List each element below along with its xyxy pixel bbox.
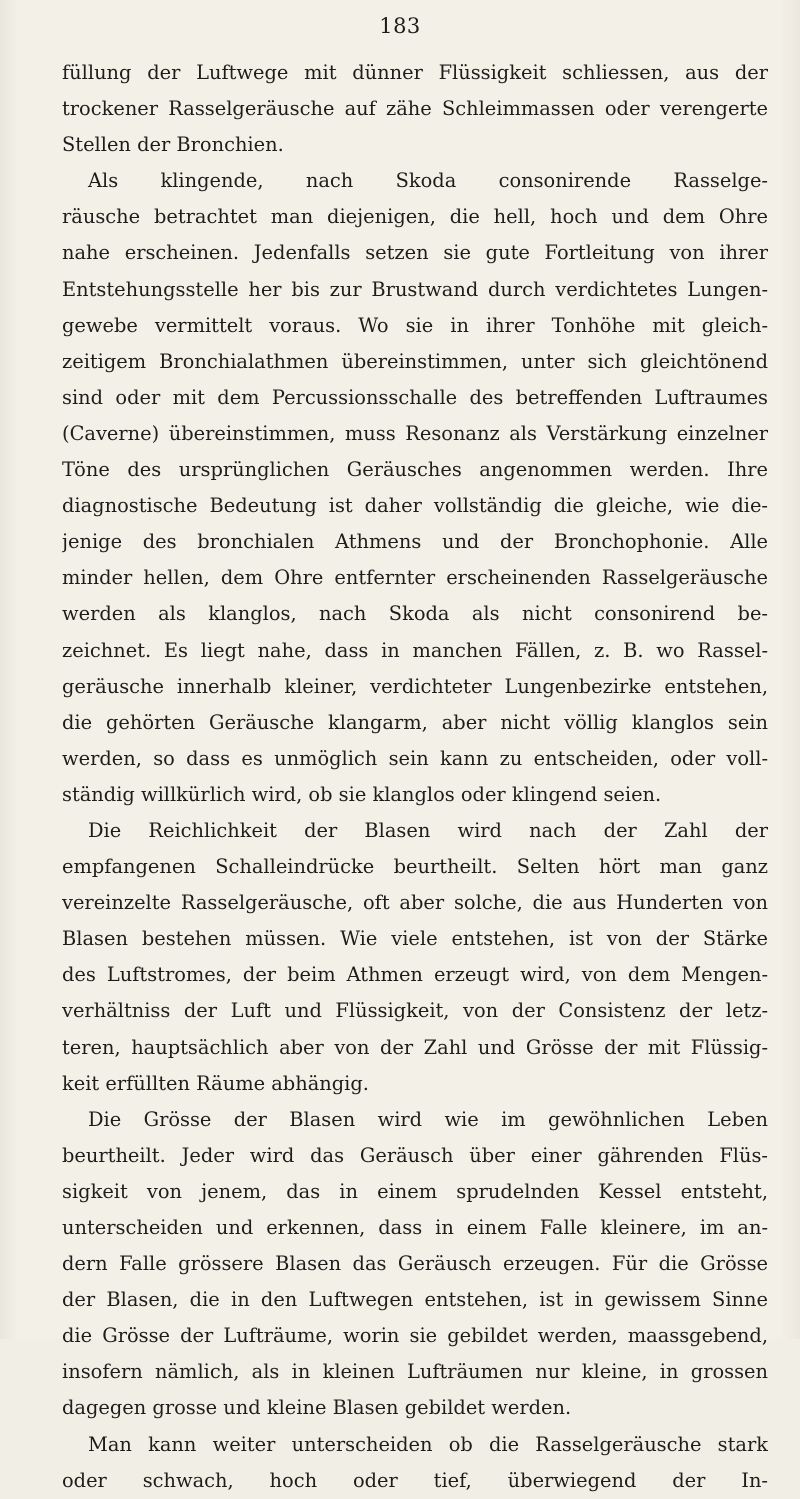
text-line: Entstehungsstelle her bis zur Brustwand durch verdichtetes Lungen-	[62, 277, 768, 301]
text-line: Die Grösse der Blasen wird wie im gewöhnlichen Leben	[88, 1107, 768, 1131]
text-line: minder hellen, dem Ohre entfernter erscheinenden Rasselgeräusche	[62, 566, 768, 590]
text-line: geräusche innerhalb kleiner, verdichteter Lungenbezirke entstehen,	[62, 674, 768, 698]
text-line: die Grösse der Lufträume, worin sie gebildet werden, maassgebend,	[62, 1324, 768, 1348]
text-line: gewebe vermittelt voraus. Wo sie in ihrer Tonhöhe mit gleich-	[62, 313, 768, 337]
text-line: keit erfüllten Räume abhängig.	[62, 1071, 369, 1095]
page-number: 183	[379, 14, 421, 38]
text-line: beurtheilt. Jeder wird das Geräusch über einer gährenden Flüs-	[62, 1143, 768, 1167]
text-line: Als klingende, nach Skoda consonirende Rasselge-	[88, 169, 768, 193]
text-line: werden als klanglos, nach Skoda als nicht consonirend be-	[62, 602, 768, 626]
text-line: zeichnet. Es liegt nahe, dass in manchen Fällen, z. B. wo Rassel-	[62, 638, 768, 662]
text-line: des Luftstromes, der beim Athmen erzeugt wird, von dem Mengen-	[62, 963, 768, 987]
text-line: zeitigem Bronchialathmen übereinstimmen, unter sich gleichtönend	[62, 349, 768, 373]
text-line: sind oder mit dem Percussionsschalle des betreffenden Luftraumes	[62, 385, 768, 409]
text-line: werden, so dass es unmöglich sein kann zu entscheiden, oder voll-	[62, 746, 768, 770]
text-line: nahe erscheinen. Jedenfalls setzen sie gute Fortleitung von ihrer	[62, 241, 768, 265]
text-line: Töne des ursprünglichen Geräusches angenommen werden. Ihre	[62, 458, 768, 482]
text-line: Stellen der Bronchien.	[62, 133, 284, 157]
text-line: diagnostische Bedeutung ist daher vollständig die gleiche, wie die-	[62, 494, 768, 518]
text-line: dern Falle grössere Blasen das Geräusch erzeugen. Für die Grösse	[62, 1252, 768, 1276]
text-line: insofern nämlich, als in kleinen Lufträumen nur kleine, in grossen	[62, 1360, 768, 1384]
text-line: vereinzelte Rasselgeräusche, oft aber solche, die aus Hunderten von	[62, 891, 768, 915]
text-line: (Caverne) übereinstimmen, muss Resonanz als Verstärkung einzelner	[62, 421, 768, 445]
text-line: ständig willkürlich wird, ob sie klanglos oder klingend seien.	[62, 782, 662, 806]
text-line: Die Reichlichkeit der Blasen wird nach der Zahl der	[88, 818, 768, 842]
text-line: dagegen grosse und kleine Blasen gebildet werden.	[62, 1396, 572, 1420]
text-line: unterscheiden und erkennen, dass in einem Falle kleinere, im an-	[62, 1216, 768, 1239]
text-line: die gehörten Geräusche klangarm, aber nicht völlig klanglos sein	[62, 710, 768, 734]
text-line: verhältniss der Luft und Flüssigkeit, von der Consistenz der letz-	[62, 999, 768, 1023]
text-line: Blasen bestehen müssen. Wie viele entstehen, ist von der Stärke	[62, 927, 768, 951]
text-line: jenige des bronchialen Athmens und der Bronchophonie. Alle	[62, 530, 768, 554]
body-text	[62, 55, 768, 1499]
text-line: räusche betrachtet man diejenigen, die hell, hoch und dem Ohre	[62, 205, 768, 229]
text-line: trockener Rasselgeräusche auf zähe Schleimmassen oder verengerte	[62, 97, 768, 121]
text-line: sigkeit von jenem, das in einem sprudelnden Kessel entsteht,	[62, 1179, 768, 1203]
text-line: Man kann weiter unterscheiden ob die Rasselgeräusche stark	[88, 1432, 768, 1456]
text-line: teren, hauptsächlich aber von der Zahl und Grösse der mit Flüssig-	[62, 1035, 768, 1059]
text-line: füllung der Luftwege mit dünner Flüssigkeit schliessen, aus der	[62, 61, 768, 84]
text-line: oder schwach, hoch oder tief, überwiegend der In-	[62, 1468, 768, 1492]
text-line: der Blasen, die in den Luftwegen entstehen, ist in gewissem Sinne	[62, 1288, 768, 1312]
text-line: empfangenen Schalleindrücke beurtheilt. Selten hört man ganz	[62, 855, 768, 879]
